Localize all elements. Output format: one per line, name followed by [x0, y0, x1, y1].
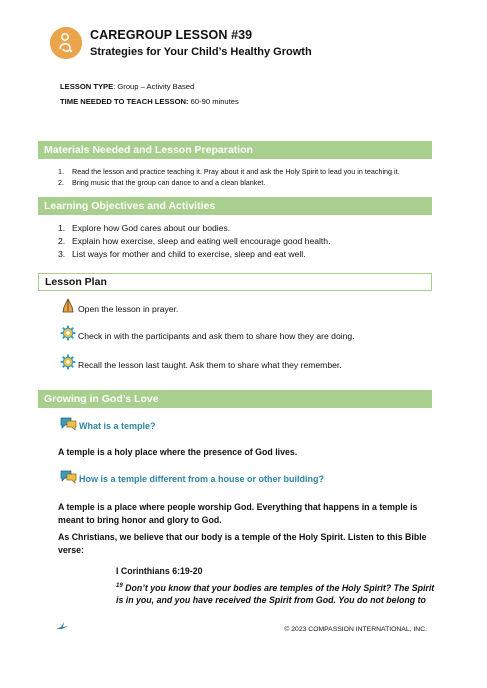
lesson-title: CAREGROUP LESSON #39: [90, 28, 253, 42]
compassion-logo: [50, 27, 82, 59]
compassion-bird-icon: [55, 621, 69, 631]
speech-bubbles-icon: [60, 416, 77, 431]
time-needed-value: 60-90 minutes: [188, 97, 239, 106]
list-item: 2. Bring music that the group can dance to and a clean blanket.: [58, 178, 266, 187]
lesson-subtitle: Strategies for Your Child’s Healthy Growth: [90, 46, 312, 58]
plan-item: Check in with the participants and ask them to share how they are doing.: [60, 325, 355, 341]
child-logo-icon: [50, 27, 82, 59]
lesson-type-value: : Group – Activity Based: [113, 82, 195, 91]
section-objectives-header: Learning Objectives and Activities: [38, 197, 432, 215]
speech-bubbles-icon: [60, 469, 77, 484]
section-materials-header: Materials Needed and Lesson Preparation: [38, 141, 432, 159]
bible-reference: I Corinthians 6:19-20: [116, 566, 203, 576]
verse-number: 19: [116, 583, 123, 589]
list-item: 1. Read the lesson and practice teaching it. Pray about it and ask the Holy Spirit to lead you in teaching it.: [58, 167, 400, 176]
plan-item: Open the lesson in prayer.: [60, 298, 178, 314]
paragraph-body-temple: As Christians, we believe that our body is a temple of the Holy Spirit. Listen to this Bible verse:: [58, 532, 427, 555]
question-what-is-temple: What is a temple?: [60, 416, 156, 431]
section-growing-header: Growing in God’s Love: [38, 390, 432, 408]
lesson-type-label: LESSON TYPE: [60, 82, 114, 91]
list-item: 2. Explain how exercise, sleep and eating well encourage good health.: [58, 236, 331, 246]
praying-hands-icon: [60, 298, 76, 314]
list-item: 3. List ways for mother and child to exercise, sleep and eat well.: [58, 249, 306, 259]
gear-icon: [60, 354, 76, 370]
bible-verse: $^{19}$ Don’t you know that your bodies are temples of the Holy Spirit? The Spirit is in you, and you have received the Spirit from God. You do not belong to: [116, 582, 435, 606]
time-needed: [60, 97, 239, 106]
lesson-type: [60, 82, 194, 91]
answer-what-is-temple: A temple is a holy place where the presence of God lives.: [58, 447, 298, 457]
plan-item: Recall the lesson last taught. Ask them to share what they remember.: [60, 354, 342, 370]
materials-list: [58, 166, 400, 188]
gear-icon: [60, 325, 76, 341]
copyright: © 2023 COMPASSION INTERNATIONAL, INC.: [284, 626, 427, 633]
list-item: 1. Explore how God cares about our bodies.: [58, 223, 231, 233]
answer-temple-difference: A temple is a place where people worship God. Everything that happens in a temple is meant to bring honor and glory to God.: [58, 502, 418, 525]
time-needed-label: TIME NEEDED TO TEACH LESSON:: [60, 97, 189, 106]
objectives-list: [58, 222, 330, 261]
question-temple-difference: How is a temple different from a house or other building?: [60, 469, 324, 484]
section-lesson-plan-header: Lesson Plan: [38, 273, 432, 291]
